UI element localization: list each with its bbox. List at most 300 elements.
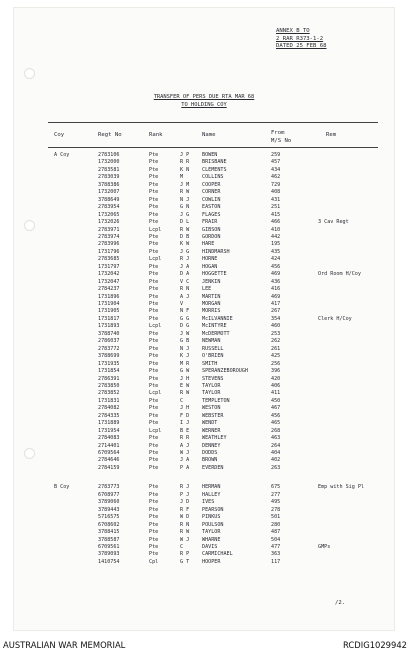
cell-name: FRAIR [202, 219, 218, 226]
cell-regt-no: 1732047 [98, 278, 120, 285]
cell-regt-no: 2784083 [98, 435, 120, 442]
cell-rank: Pte [149, 278, 159, 285]
cell-name: HORNE [202, 256, 218, 263]
cell-ms-no: 263 [271, 464, 281, 471]
cell-ms-no: 408 [271, 189, 281, 196]
cell-regt-no: 2783971 [98, 226, 120, 233]
cell-regt-no: 5716575 [98, 514, 120, 521]
footer-source: AUSTRALIAN WAR MEMORIAL [3, 640, 126, 650]
cell-rank: Pte [149, 457, 159, 464]
cell-remarks: Emp with Sig Pl [318, 484, 365, 491]
table-row [14, 537, 394, 544]
cell-rank: Pte [149, 263, 159, 270]
cell-initials: J A [180, 263, 190, 270]
cell-rank: Pte [149, 345, 159, 352]
cell-name: WHARNE [202, 536, 221, 543]
cell-regt-no: 3789093 [98, 551, 120, 558]
cell-rank: Pte [149, 159, 159, 166]
table-header-rule [48, 147, 378, 148]
cell-regt-no: 2783581 [98, 166, 120, 173]
cell-regt-no: 1410754 [98, 558, 120, 565]
cell-regt-no: 1731904 [98, 301, 120, 307]
cell-ms-no: 253 [271, 330, 281, 337]
cell-initials: J W [180, 330, 190, 337]
cell-ms-no: 268 [271, 427, 281, 434]
cell-rank: Pte [149, 271, 159, 278]
header-rem: Rem [326, 132, 337, 138]
table-row [14, 551, 394, 558]
table-row [14, 308, 394, 315]
table-row [14, 294, 394, 301]
cell-initials: R J [180, 256, 190, 263]
page-number: /2. [335, 600, 346, 606]
cell-ms-no: 416 [271, 286, 281, 293]
cell-rank: Lcpl [149, 226, 162, 233]
cell-ms-no: 456 [271, 412, 281, 419]
cell-regt-no: 6708977 [98, 491, 120, 498]
table-row [14, 492, 394, 499]
cell-initials: G T [180, 558, 190, 565]
cell-initials: B E [180, 427, 190, 434]
table-row [14, 376, 394, 383]
cell-rank: Pte [149, 506, 159, 513]
annex-line: DATED 25 FEB 68 [276, 43, 327, 50]
cell-rank: Pte [149, 330, 159, 337]
cell-rank: Pte [149, 514, 159, 521]
header-from: From [271, 130, 285, 136]
cell-ms-no: 729 [271, 181, 281, 188]
table-row [14, 443, 394, 450]
cell-rank: Pte [149, 174, 159, 181]
cell-name: DODDS [202, 450, 218, 456]
cell-ms-no: 463 [271, 435, 281, 442]
cell-ms-no: 251 [271, 204, 281, 211]
cell-ms-no: 457 [271, 159, 281, 166]
cell-ms-no: 504 [271, 536, 281, 543]
cell-ms-no: 477 [271, 543, 281, 550]
cell-regt-no: 1731817 [98, 315, 120, 322]
cell-regt-no: 2783974 [98, 233, 120, 240]
cell-regt-no: 2783773 [98, 484, 120, 491]
cell-regt-no: 1732065 [98, 211, 120, 218]
cell-name: SMITH [202, 360, 218, 367]
cell-ms-no: 466 [271, 219, 281, 226]
cell-ms-no: 404 [271, 450, 281, 456]
table-row [14, 413, 394, 420]
cell-name: MARTIN [202, 293, 221, 300]
cell-ms-no: 675 [271, 484, 281, 491]
cell-ms-no: 195 [271, 241, 281, 248]
cell-ms-no: 420 [271, 375, 281, 382]
cell-regt-no: 1731954 [98, 427, 120, 434]
cell-ms-no: 460 [271, 323, 281, 330]
cell-regt-no: 1731896 [98, 293, 120, 300]
cell-ms-no: 415 [271, 211, 281, 218]
cell-rank: Pte [149, 450, 159, 456]
cell-name: TEMPLETON [202, 397, 230, 404]
cell-initials: G N [180, 204, 190, 211]
cell-initials: V C [180, 278, 190, 285]
cell-initials: V [180, 301, 184, 307]
table-row [14, 522, 394, 529]
cell-regt-no: 1732000 [98, 159, 120, 166]
cell-ms-no: 417 [271, 301, 281, 307]
cell-ms-no: 278 [271, 506, 281, 513]
cell-ms-no: 431 [271, 196, 281, 203]
cell-regt-no: 2784237 [98, 286, 120, 293]
cell-ms-no: 434 [271, 166, 281, 173]
cell-initials: R N [180, 286, 190, 293]
cell-rank: Pte [149, 360, 159, 367]
cell-name: WERNER [202, 427, 221, 434]
cell-regt-no: 1731797 [98, 263, 120, 270]
cell-initials: N J [180, 345, 190, 352]
cell-name: COLLINS [202, 174, 224, 181]
cell-initials: G W [180, 368, 190, 375]
cell-rank: Pte [149, 248, 159, 255]
cell-ms-no: 442 [271, 233, 281, 240]
cell-rank: Pte [149, 420, 159, 427]
cell-ms-no: 354 [271, 315, 281, 322]
cell-initials: R F [180, 506, 190, 513]
cell-remarks: GMPs [318, 543, 331, 550]
cell-initials: W J [180, 450, 190, 456]
cell-regt-no: 2786391 [98, 375, 120, 382]
cell-name: COWLIN [202, 196, 221, 203]
cell-coy: B Coy [54, 484, 70, 491]
cell-name: DAVIS [202, 543, 218, 550]
cell-name: HOOPER [202, 558, 221, 565]
cell-regt-no: 2786037 [98, 338, 120, 345]
table-row [14, 249, 394, 256]
cell-ms-no: 469 [271, 271, 281, 278]
cell-rank: Lcpl [149, 427, 162, 434]
cell-rank: Pte [149, 382, 159, 389]
cell-initials: N F [180, 308, 190, 315]
cell-regt-no: 2783954 [98, 204, 120, 211]
cell-ms-no: 396 [271, 368, 281, 375]
cell-rank: Pte [149, 189, 159, 196]
table-row [14, 499, 394, 506]
cell-initials: J H [180, 405, 190, 412]
cell-name: IVES [202, 499, 215, 506]
cell-regt-no: 3788587 [98, 536, 120, 543]
cell-ms-no: 487 [271, 529, 281, 536]
cell-regt-no: 2783850 [98, 382, 120, 389]
cell-initials: M [180, 174, 184, 181]
table-row [14, 361, 394, 368]
cell-initials: K N [180, 166, 190, 173]
cell-rank: Pte [149, 442, 159, 449]
table-row [14, 227, 394, 234]
cell-rank: Pte [149, 484, 159, 491]
table-row [14, 286, 394, 293]
cell-regt-no: 1731889 [98, 420, 120, 427]
cell-rank: Pte [149, 491, 159, 498]
cell-regt-no: 2714401 [98, 442, 120, 449]
header-regt-no: Regt No [98, 132, 122, 138]
cell-rank: Pte [149, 166, 159, 173]
cell-rank: Pte [149, 412, 159, 419]
table-row [14, 182, 394, 189]
cell-rank: Pte [149, 286, 159, 293]
cell-rank: Pte [149, 499, 159, 506]
cell-initials: D B [180, 233, 190, 240]
cell-rank: Pte [149, 368, 159, 375]
cell-initials: R N [180, 521, 190, 528]
table-row [14, 368, 394, 375]
table-row [14, 331, 394, 338]
cell-name: O'BRIEN [202, 353, 224, 360]
cell-name: COOPER [202, 181, 221, 188]
table-row [14, 234, 394, 241]
cell-regt-no: 1731893 [98, 323, 120, 330]
cell-rank: Pte [149, 308, 159, 315]
cell-name: McILVANNIE [202, 315, 233, 322]
header-rank: Rank [149, 132, 163, 138]
cell-regt-no: 1731905 [98, 308, 120, 315]
cell-initials: P A [180, 464, 190, 471]
cell-rank: Pte [149, 543, 159, 550]
table-row [14, 405, 394, 412]
cell-initials: J M [180, 181, 190, 188]
table-top-rule [48, 122, 378, 123]
cell-name: DENNEY [202, 442, 221, 449]
cell-ms-no: 363 [271, 551, 281, 558]
cell-rank: Pte [149, 521, 159, 528]
table-row [14, 338, 394, 345]
cell-rank: Pte [149, 464, 159, 471]
table-row [14, 271, 394, 278]
cell-name: GIBSON [202, 226, 221, 233]
cell-name: NEWMAN [202, 338, 221, 345]
cell-ms-no: 436 [271, 278, 281, 285]
table-row [14, 544, 394, 551]
cell-regt-no: 2783685 [98, 256, 120, 263]
cell-initials: K J [180, 353, 190, 360]
cell-rank: Pte [149, 536, 159, 543]
cell-name: WEATHLEY [202, 435, 227, 442]
table-row [14, 457, 394, 464]
cell-ms-no: 277 [271, 491, 281, 498]
cell-initials: G B [180, 338, 190, 345]
cell-regt-no: 2784159 [98, 464, 120, 471]
cell-remarks: Ord Room H/Coy [318, 271, 361, 278]
cell-name: PEARSON [202, 506, 224, 513]
table-row [14, 529, 394, 536]
cell-rank: Pte [149, 315, 159, 322]
cell-rank: Pte [149, 301, 159, 307]
cell-initials: K W [180, 241, 190, 248]
cell-name: TAYLOR [202, 390, 221, 397]
table-row [14, 398, 394, 405]
cell-ms-no: 411 [271, 390, 281, 397]
cell-initials: D G [180, 323, 190, 330]
cell-name: WENDT [202, 420, 218, 427]
cell-name: HINDMARSH [202, 248, 230, 255]
table-row [14, 301, 394, 308]
cell-regt-no: 2784082 [98, 405, 120, 412]
cell-ms-no: 462 [271, 174, 281, 181]
cell-initials: A J [180, 442, 190, 449]
cell-regt-no: 3788415 [98, 529, 120, 536]
cell-rank: Pte [149, 219, 159, 226]
table-row [14, 279, 394, 286]
cell-initials: M R [180, 360, 190, 367]
cell-regt-no: 2783852 [98, 390, 120, 397]
annex-reference [276, 28, 327, 51]
cell-ms-no: 467 [271, 405, 281, 412]
cell-regt-no: 1732042 [98, 271, 120, 278]
cell-ms-no: 410 [271, 226, 281, 233]
cell-rank: Pte [149, 397, 159, 404]
table-row [14, 353, 394, 360]
header-ms-no: M/S No [271, 138, 292, 144]
cell-name: HERMAN [202, 484, 221, 491]
cell-regt-no: 3789060 [98, 499, 120, 506]
cell-initials: R J [180, 484, 190, 491]
table-row [14, 514, 394, 521]
table-row [14, 390, 394, 397]
cell-ms-no: 280 [271, 521, 281, 528]
cell-rank: Pte [149, 529, 159, 536]
cell-rank: Lcpl [149, 323, 162, 330]
header-name: Name [202, 132, 216, 138]
cell-initials: F D [180, 412, 190, 419]
cell-initials: D L [180, 219, 190, 226]
table-row [14, 159, 394, 166]
table-row [14, 428, 394, 435]
cell-regt-no: 2784646 [98, 457, 120, 464]
cell-initials: R R [180, 159, 190, 166]
cell-ms-no: 264 [271, 442, 281, 449]
cell-regt-no: 3788649 [98, 196, 120, 203]
cell-name: MORRIS [202, 308, 221, 315]
cell-initials: R W [180, 529, 190, 536]
cell-rank: Pte [149, 353, 159, 360]
cell-initials: J A [180, 457, 190, 464]
cell-regt-no: 1732026 [98, 219, 120, 226]
cell-ms-no: 425 [271, 353, 281, 360]
table-row [14, 264, 394, 271]
table-row [14, 507, 394, 514]
table-row [14, 346, 394, 353]
cell-name: McDERMOTT [202, 330, 230, 337]
cell-name: FLAGES [202, 211, 221, 218]
cell-initials: A J [180, 293, 190, 300]
cell-initials: W J [180, 536, 190, 543]
cell-name: SPERANZEBOROUGH [202, 368, 249, 375]
cell-rank: Pte [149, 435, 159, 442]
cell-name: EVERDEN [202, 464, 224, 471]
cell-initials: R W [180, 390, 190, 397]
cell-remarks: 3 Cav Regt [318, 219, 349, 226]
cell-name: HARE [202, 241, 215, 248]
cell-name: LEE [202, 286, 212, 293]
cell-initials: I J [180, 420, 190, 427]
cell-rank: Lcpl [149, 390, 162, 397]
annex-line: ANNEX B TO [276, 28, 310, 34]
table-row [14, 189, 394, 196]
cell-name: BROWN [202, 457, 218, 464]
cell-rank: Pte [149, 375, 159, 382]
table-row [14, 559, 394, 566]
cell-initials: W D [180, 514, 190, 521]
cell-name: RUSSELL [202, 345, 224, 352]
cell-name: EASTON [202, 204, 221, 211]
table-row [14, 256, 394, 263]
cell-regt-no: 3788699 [98, 353, 120, 360]
table-row [14, 152, 394, 159]
cell-name: BOWEN [202, 152, 218, 158]
table-row [14, 450, 394, 457]
cell-regt-no: 2783039 [98, 174, 120, 181]
cell-ms-no: 450 [271, 397, 281, 404]
table-row [14, 204, 394, 211]
cell-initials: E W [180, 382, 190, 389]
cell-name: CARMICHAEL [202, 551, 233, 558]
cell-rank: Pte [149, 204, 159, 211]
table-row [14, 174, 394, 181]
cell-name: TAYLOR [202, 382, 221, 389]
cell-initials: J G [180, 211, 190, 218]
cell-ms-no: 267 [271, 308, 281, 315]
cell-regt-no: 2783772 [98, 345, 120, 352]
cell-initials: P J [180, 491, 190, 498]
cell-ms-no: 435 [271, 248, 281, 255]
cell-rank: Pte [149, 211, 159, 218]
cell-ms-no: 261 [271, 345, 281, 352]
cell-regt-no: 6709564 [98, 450, 120, 456]
cell-remarks: Clerk H/Coy [318, 315, 352, 322]
cell-ms-no: 256 [271, 360, 281, 367]
cell-initials: G G [180, 315, 190, 322]
cell-name: POULSON [202, 521, 224, 528]
cell-name: WESTON [202, 405, 221, 412]
cell-initials: J P [180, 152, 190, 158]
cell-initials: J G [180, 248, 190, 255]
cell-name: JENKIN [202, 278, 221, 285]
table-row [14, 219, 394, 226]
table-row [14, 241, 394, 248]
cell-ms-no: 259 [271, 152, 281, 158]
annex-line: 2 RAR R373-1-2 [276, 35, 324, 42]
cell-regt-no: 1731935 [98, 360, 120, 367]
cell-name: WEBSTER [202, 412, 224, 419]
cell-initials: D A [180, 271, 190, 278]
footer-record-id: RCDIG1029942 [343, 640, 407, 650]
cell-name: HOGGETTE [202, 271, 227, 278]
cell-rank: Pte [149, 293, 159, 300]
cell-rank: Pte [149, 241, 159, 248]
cell-rank: Cpl [149, 558, 159, 565]
cell-regt-no: 2783106 [98, 152, 120, 158]
cell-rank: Pte [149, 181, 159, 188]
table-row [14, 484, 394, 491]
cell-name: HOGAN [202, 263, 218, 270]
cell-name: PINKUS [202, 514, 221, 521]
cell-ms-no: 495 [271, 499, 281, 506]
cell-initials: R P [180, 551, 190, 558]
cell-rank: Pte [149, 196, 159, 203]
document-title: TRANSFER OF PERS DUE RTA MAR 68 [153, 94, 255, 100]
cell-regt-no: 1731854 [98, 368, 120, 375]
cell-ms-no: 117 [271, 558, 281, 565]
cell-initials: C [180, 397, 184, 404]
cell-ms-no: 465 [271, 420, 281, 427]
cell-rank: Pte [149, 152, 159, 158]
cell-name: GORDON [202, 233, 221, 240]
